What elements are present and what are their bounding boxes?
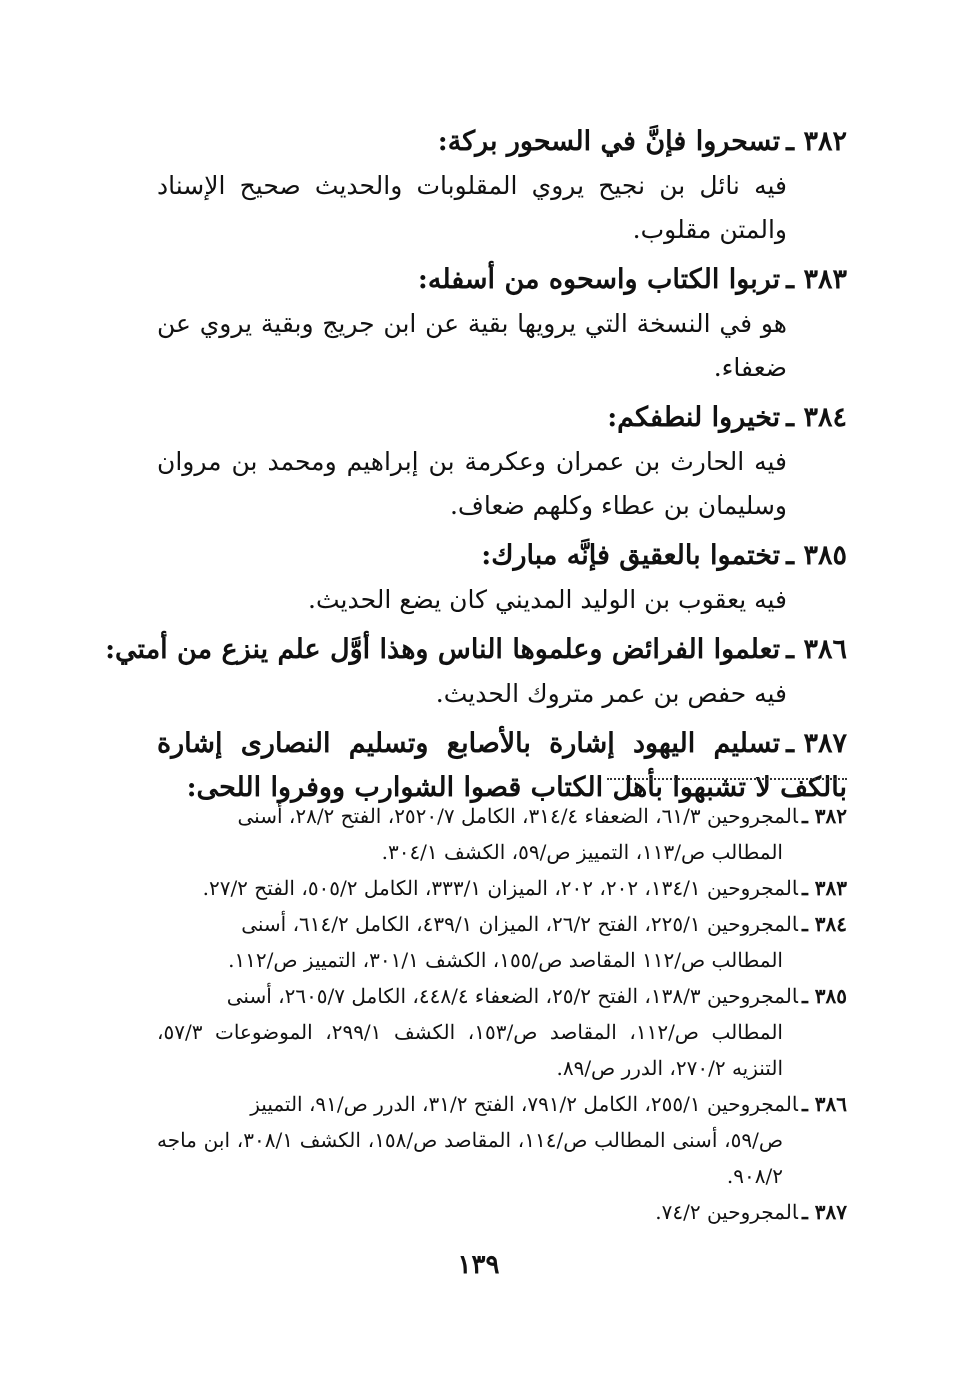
entry-title xyxy=(157,396,847,440)
footnote-text: المجروحين ٦١/٣، الضعفاء ٣١٤/٤، الكامل ٢٥٢٠/٧، الفتح ٢٨/٢، أسنى xyxy=(237,804,798,828)
entry-number: ٣٨٣ ـ xyxy=(786,264,847,295)
page-number: ١٣٩ xyxy=(457,1250,500,1280)
hadith-entry-385 xyxy=(157,534,847,622)
footnote-number: ٣٨٦ ـ xyxy=(801,1092,847,1116)
main-text xyxy=(105,120,847,810)
entry-title xyxy=(157,258,847,302)
footnote-387 xyxy=(157,1194,847,1230)
footnote-384 xyxy=(157,906,847,978)
entry-number: ٣٨٤ ـ xyxy=(786,402,847,433)
footnote-continuation: ص/٥٩، أسنى المطالب ص/١١٤، المقاصد ص/١٥٨، الكشف ٣٠٨/١، ابن ماجه ٩٠٨/٢. xyxy=(157,1128,783,1188)
entry-title-text: تربوا الكتاب واسحوه من أسفله: xyxy=(417,264,781,295)
footnote-text: المجروحين ٢٥٥/١، الكامل ٧٩١/٢، الفتح ٣١/٢، الدرر ص/٩١، التمييز xyxy=(250,1092,798,1116)
footnote-continuation: المطالب ص/١١٣، التمييز ص/٥٩، الكشف ٣٠٤/١. xyxy=(381,840,783,864)
footnote-number: ٣٨٢ ـ xyxy=(801,804,847,828)
entry-title xyxy=(157,120,847,164)
hadith-entry-383 xyxy=(157,258,847,390)
entry-number: ٣٨٢ ـ xyxy=(786,126,847,157)
footnotes xyxy=(157,798,847,1230)
footnote-continuation: المطالب ص/١١٢، المقاصد ص/١٥٣، الكشف ٢٩٩/١، الموضوعات ٥٧/٣، التنزيه ٢٧٠/٢، الدرر ص/٨٩. xyxy=(157,1020,783,1080)
footnote-text: المجروحين ١٣٨/٣، الفتح ٢٥/٢، الضعفاء ٤٤٨/٤، الكامل ٢٦٠٥/٧، أسنى xyxy=(226,984,798,1008)
entry-title xyxy=(157,722,847,810)
footnote-386 xyxy=(157,1086,847,1194)
entry-title-text: تسليم اليهود إشارة بالأصابع وتسليم النصارى إشارة بالكف لا تشبهوا بأهل الكتاب قصوا الشوارب ووفروا اللحى: xyxy=(157,728,847,803)
entry-title xyxy=(105,628,847,672)
footnote-number: ٣٨٥ ـ xyxy=(801,984,847,1008)
footnote-383 xyxy=(157,870,847,906)
entry-title xyxy=(157,534,847,578)
entry-body: فيه نائل بن نجيح يروي المقلوبات والحديث صحيح الإسناد والمتن مقلوب. xyxy=(157,171,787,244)
entry-body: فيه الحارث بن عمران وعكرمة بن إبراهيم ومحمد بن مروان وسليمان بن عطاء وكلهم ضعاف. xyxy=(157,447,787,520)
footnote-text: المجروحين ٢٢٥/١، الفتح ٢٦/٢، الميزان ٤٣٩/١، الكامل ٦١٤/٢، أسنى xyxy=(241,912,798,936)
entry-number: ٣٨٦ ـ xyxy=(786,634,847,665)
hadith-entry-386 xyxy=(105,628,847,716)
footnote-number: ٣٨٧ ـ xyxy=(801,1200,847,1224)
footnote-text: المجروحين ١٣٤/١، ٢٠٢، ٢٠٢، الميزان ٣٣٣/١، الكامل ٥٠٥/٢، الفتح ٢٧/٢. xyxy=(202,876,798,900)
footnote-continuation: المطالب ص/١١٢ المقاصد ص/١٥٥، الكشف ٣٠١/١، التمييز ص/١١٢. xyxy=(228,948,783,972)
footnote-number: ٣٨٤ ـ xyxy=(801,912,847,936)
entry-title-text: تعلموا الفرائض وعلموها الناس وهذا أوَّل علم ينزع من أمتي: xyxy=(105,634,781,665)
entry-body: فيه حفص بن عمر متروك الحديث. xyxy=(435,679,787,708)
entry-body: هو في النسخة التي يرويها بقية عن ابن جريج وبقية يروي عن ضعفاء. xyxy=(157,309,787,382)
footnote-number: ٣٨٣ ـ xyxy=(801,876,847,900)
footnote-divider xyxy=(607,778,847,780)
hadith-entry-384 xyxy=(157,396,847,528)
entry-title-text: تسحروا فإنَّ في السحور بركة: xyxy=(437,126,781,157)
entry-title-text: تخيروا لنطفكم: xyxy=(607,402,781,433)
entry-title-text: تختموا بالعقيق فإنَّه مبارك: xyxy=(481,540,781,571)
footnote-385 xyxy=(157,978,847,1086)
hadith-entry-382 xyxy=(157,120,847,252)
footnote-text: المجروحين ٧٤/٢. xyxy=(655,1200,798,1224)
hadith-entry-387 xyxy=(157,722,847,810)
entry-number: ٣٨٥ ـ xyxy=(786,540,847,571)
footnote-382 xyxy=(157,798,847,870)
entry-number: ٣٨٧ ـ xyxy=(786,728,847,759)
entry-body: فيه يعقوب بن الوليد المديني كان يضع الحديث. xyxy=(308,585,787,614)
